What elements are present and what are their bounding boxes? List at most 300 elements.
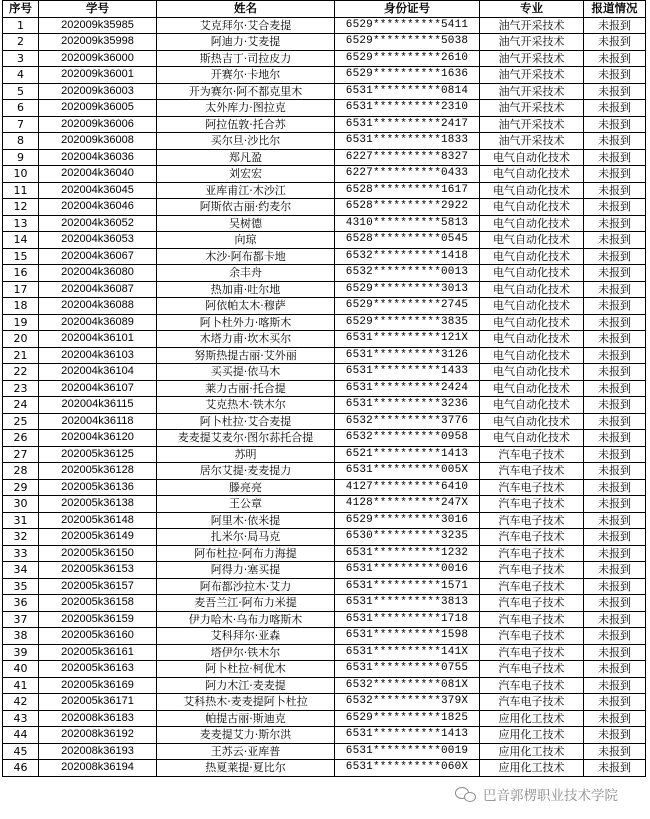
row-index-cell: 3 [3,50,39,67]
table-row [3,710,646,727]
table-row [3,529,646,546]
student-id-cell: 202008k36194 [39,760,157,777]
student-name-cell: 苏明 [157,446,335,463]
student-name-cell: 麦麦提艾力·斯尔洪 [157,727,335,744]
report-status-cell: 未报到 [584,281,646,298]
row-index-cell: 17 [3,281,39,298]
report-status-cell: 未报到 [584,34,646,51]
report-status-cell: 未报到 [584,710,646,727]
header-index: 序号 [3,1,39,18]
student-id-cell: 202005k36161 [39,644,157,661]
table-row [3,50,646,67]
id-number-cell: 6529**********2745 [335,298,480,315]
student-id-cell: 202005k36157 [39,578,157,595]
row-index-cell: 5 [3,83,39,100]
id-number-cell: 6531**********141X [335,644,480,661]
student-name-cell: 阿卜杜拉·柯优木 [157,661,335,678]
id-number-cell: 6532**********081X [335,677,480,694]
table-row [3,364,646,381]
major-cell: 电气自动化技术 [480,182,584,199]
row-index-cell: 27 [3,446,39,463]
id-number-cell: 6532**********1418 [335,248,480,265]
report-status-cell: 未报到 [584,430,646,447]
major-cell: 汽车电子技术 [480,496,584,513]
student-name-cell: 王公章 [157,496,335,513]
student-name-cell: 阿得力·塞买提 [157,562,335,579]
student-name-cell: 吴树德 [157,215,335,232]
report-status-cell: 未报到 [584,67,646,84]
student-name-cell: 麦吾兰江·阿布力米提 [157,595,335,612]
table-row [3,380,646,397]
id-number-cell: 6531**********3126 [335,347,480,364]
student-name-cell: 麦麦提艾麦尔·图尔荪托合提 [157,430,335,447]
report-status-cell: 未报到 [584,83,646,100]
table-row [3,760,646,777]
report-status-cell: 未报到 [584,314,646,331]
report-status-cell: 未报到 [584,397,646,414]
header-major: 专业 [480,1,584,18]
id-number-cell: 6528**********0545 [335,232,480,249]
table-row [3,397,646,414]
report-status-cell: 未报到 [584,496,646,513]
table-row [3,446,646,463]
student-name-cell: 努斯热提古丽·艾外丽 [157,347,335,364]
major-cell: 电气自动化技术 [480,166,584,183]
table-row [3,595,646,612]
id-number-cell: 6531**********2424 [335,380,480,397]
row-index-cell: 33 [3,545,39,562]
row-index-cell: 11 [3,182,39,199]
major-cell: 电气自动化技术 [480,364,584,381]
report-status-cell: 未报到 [584,562,646,579]
table-row [3,661,646,678]
id-number-cell: 6530**********3235 [335,529,480,546]
id-number-cell: 6531**********060X [335,760,480,777]
row-index-cell: 1 [3,17,39,34]
id-number-cell: 6529**********5038 [335,34,480,51]
table-row [3,479,646,496]
student-id-cell: 202008k36183 [39,710,157,727]
id-number-cell: 6531**********1598 [335,628,480,645]
id-number-cell: 6521**********1413 [335,446,480,463]
id-number-cell: 6529**********1825 [335,710,480,727]
table-row [3,149,646,166]
student-name-cell: 阿卜杜外力·喀斯木 [157,314,335,331]
id-number-cell: 6531**********1413 [335,727,480,744]
report-status-cell: 未报到 [584,644,646,661]
id-number-cell: 6529**********1636 [335,67,480,84]
major-cell: 油气开采技术 [480,100,584,117]
student-name-cell: 斯热吉丁·司拉皮力 [157,50,335,67]
report-status-cell: 未报到 [584,595,646,612]
id-number-cell: 6531**********005X [335,463,480,480]
table-header-row [3,1,646,18]
major-cell: 电气自动化技术 [480,397,584,414]
table-row [3,232,646,249]
major-cell: 汽车电子技术 [480,562,584,579]
student-name-cell: 阿依帕太木·穆萨 [157,298,335,315]
row-index-cell: 44 [3,727,39,744]
id-number-cell: 6532**********0013 [335,265,480,282]
row-index-cell: 21 [3,347,39,364]
student-id-cell: 202005k36125 [39,446,157,463]
student-id-cell: 202009k36003 [39,83,157,100]
id-number-cell: 6529**********5411 [335,17,480,34]
row-index-cell: 45 [3,743,39,760]
row-index-cell: 2 [3,34,39,51]
major-cell: 电气自动化技术 [480,232,584,249]
table-row [3,298,646,315]
table-row [3,248,646,265]
student-id-cell: 202004k36053 [39,232,157,249]
report-status-cell: 未报到 [584,380,646,397]
id-number-cell: 6531**********1232 [335,545,480,562]
student-id-cell: 202005k36148 [39,512,157,529]
row-index-cell: 15 [3,248,39,265]
id-number-cell: 6532**********0958 [335,430,480,447]
table-row [3,463,646,480]
id-number-cell: 6531**********0755 [335,661,480,678]
student-name-cell: 热夏莱提·夏比尔 [157,760,335,777]
report-status-cell: 未报到 [584,50,646,67]
table-row [3,545,646,562]
table-row [3,628,646,645]
major-cell: 油气开采技术 [480,83,584,100]
major-cell: 油气开采技术 [480,133,584,150]
student-name-cell: 艾科热木·麦麦提阿卜杜拉 [157,694,335,711]
major-cell: 汽车电子技术 [480,644,584,661]
student-id-cell: 202005k36158 [39,595,157,612]
wechat-icon [455,786,477,802]
student-name-cell: 亚库甫江·木沙江 [157,182,335,199]
student-name-cell: 阿力木江·麦麦提 [157,677,335,694]
major-cell: 应用化工技术 [480,727,584,744]
student-id-cell: 202005k36171 [39,694,157,711]
major-cell: 汽车电子技术 [480,512,584,529]
student-name-cell: 滕亮亮 [157,479,335,496]
major-cell: 汽车电子技术 [480,611,584,628]
major-cell: 汽车电子技术 [480,463,584,480]
table-row [3,331,646,348]
student-name-cell: 阿拉伍敦·托合苏 [157,116,335,133]
major-cell: 汽车电子技术 [480,595,584,612]
major-cell: 电气自动化技术 [480,331,584,348]
student-id-cell: 202004k36036 [39,149,157,166]
major-cell: 汽车电子技术 [480,578,584,595]
major-cell: 汽车电子技术 [480,479,584,496]
report-status-cell: 未报到 [584,182,646,199]
report-status-cell: 未报到 [584,677,646,694]
student-name-cell: 阿迪力·艾麦提 [157,34,335,51]
student-id-cell: 202004k36045 [39,182,157,199]
id-number-cell: 6531**********0019 [335,743,480,760]
table-row [3,430,646,447]
id-number-cell: 6531**********3813 [335,595,480,612]
row-index-cell: 10 [3,166,39,183]
major-cell: 电气自动化技术 [480,347,584,364]
report-status-cell: 未报到 [584,298,646,315]
student-name-cell: 木塔力甫·坎木买尔 [157,331,335,348]
report-status-cell: 未报到 [584,760,646,777]
major-cell: 电气自动化技术 [480,248,584,265]
report-status-cell: 未报到 [584,149,646,166]
id-number-cell: 6531**********2417 [335,116,480,133]
student-name-cell: 艾科拜尔·亚森 [157,628,335,645]
report-status-cell: 未报到 [584,347,646,364]
major-cell: 电气自动化技术 [480,265,584,282]
row-index-cell: 28 [3,463,39,480]
student-id-cell: 202004k36052 [39,215,157,232]
student-name-cell: 买尔旦·沙比尔 [157,133,335,150]
student-id-cell: 202009k36000 [39,50,157,67]
table-row [3,182,646,199]
id-number-cell: 6227**********8327 [335,149,480,166]
major-cell: 汽车电子技术 [480,529,584,546]
row-index-cell: 8 [3,133,39,150]
student-name-cell: 阿布杜拉·阿布力海提 [157,545,335,562]
id-number-cell: 6531**********3236 [335,397,480,414]
student-id-cell: 202004k36080 [39,265,157,282]
row-index-cell: 41 [3,677,39,694]
row-index-cell: 7 [3,116,39,133]
report-status-cell: 未报到 [584,331,646,348]
report-status-cell: 未报到 [584,463,646,480]
major-cell: 电气自动化技术 [480,413,584,430]
student-id-cell: 202004k36104 [39,364,157,381]
student-id-cell: 202005k36136 [39,479,157,496]
table-row [3,694,646,711]
student-id-cell: 202009k35985 [39,17,157,34]
id-number-cell: 4128**********247X [335,496,480,513]
student-name-cell: 居尔艾提·麦麦提力 [157,463,335,480]
id-number-cell: 6531**********1718 [335,611,480,628]
major-cell: 油气开采技术 [480,17,584,34]
table-row [3,133,646,150]
student-name-cell: 热加甫·吐尔地 [157,281,335,298]
table-row [3,578,646,595]
table-row [3,215,646,232]
student-name-cell: 郑凡盈 [157,149,335,166]
id-number-cell: 6531**********1833 [335,133,480,150]
table-row [3,67,646,84]
row-index-cell: 12 [3,199,39,216]
id-number-cell: 6529**********3016 [335,512,480,529]
table-row [3,199,646,216]
id-number-cell: 6532**********3776 [335,413,480,430]
watermark-text: 巴音郭楞职业技术学院 [483,788,618,804]
student-id-cell: 202009k36006 [39,116,157,133]
major-cell: 电气自动化技术 [480,215,584,232]
id-number-cell: 6531**********0814 [335,83,480,100]
student-id-cell: 202008k36192 [39,727,157,744]
student-id-cell: 202004k36087 [39,281,157,298]
student-id-cell: 202005k36160 [39,628,157,645]
major-cell: 应用化工技术 [480,710,584,727]
header-report-status: 报道情况 [584,1,646,18]
student-name-cell: 阿里木·依米提 [157,512,335,529]
report-status-cell: 未报到 [584,133,646,150]
major-cell: 汽车电子技术 [480,694,584,711]
student-id-cell: 202005k36153 [39,562,157,579]
row-index-cell: 20 [3,331,39,348]
table-row [3,265,646,282]
report-status-cell: 未报到 [584,166,646,183]
student-name-cell: 艾克拜尔·艾合麦提 [157,17,335,34]
id-number-cell: 6528**********2922 [335,199,480,216]
student-name-cell: 扎米尔·局马克 [157,529,335,546]
report-status-cell: 未报到 [584,232,646,249]
report-status-cell: 未报到 [584,413,646,430]
table-row [3,496,646,513]
row-index-cell: 25 [3,413,39,430]
major-cell: 油气开采技术 [480,34,584,51]
row-index-cell: 32 [3,529,39,546]
table-row [3,644,646,661]
id-number-cell: 4127**********6410 [335,479,480,496]
student-id-cell: 202004k36103 [39,347,157,364]
row-index-cell: 14 [3,232,39,249]
table-row [3,347,646,364]
major-cell: 汽车电子技术 [480,677,584,694]
table-row [3,116,646,133]
row-index-cell: 26 [3,430,39,447]
row-index-cell: 37 [3,611,39,628]
report-status-cell: 未报到 [584,727,646,744]
student-id-cell: 202004k36067 [39,248,157,265]
row-index-cell: 4 [3,67,39,84]
row-index-cell: 13 [3,215,39,232]
id-number-cell: 6529**********3013 [335,281,480,298]
student-name-cell: 塔伊尔·铁木尔 [157,644,335,661]
row-index-cell: 40 [3,661,39,678]
student-name-cell: 阿布都沙拉木·艾力 [157,578,335,595]
report-status-cell: 未报到 [584,215,646,232]
report-status-cell: 未报到 [584,512,646,529]
student-name-cell: 伊力哈木·乌布力喀斯木 [157,611,335,628]
report-status-cell: 未报到 [584,17,646,34]
student-id-cell: 202004k36088 [39,298,157,315]
table-row [3,512,646,529]
row-index-cell: 18 [3,298,39,315]
table-row [3,611,646,628]
table-row [3,34,646,51]
major-cell: 应用化工技术 [480,743,584,760]
student-name-cell: 向琼 [157,232,335,249]
header-name: 姓名 [157,1,335,18]
id-number-cell: 6531**********2310 [335,100,480,117]
id-number-cell: 6531**********1433 [335,364,480,381]
major-cell: 电气自动化技术 [480,380,584,397]
header-student-id: 学号 [39,1,157,18]
report-status-cell: 未报到 [584,694,646,711]
student-name-cell: 开赛尔·卡地尔 [157,67,335,84]
student-id-cell: 202005k36150 [39,545,157,562]
table-row [3,100,646,117]
student-name-cell: 刘宏宏 [157,166,335,183]
id-number-cell: 6528**********1617 [335,182,480,199]
student-id-cell: 202009k36008 [39,133,157,150]
report-status-cell: 未报到 [584,578,646,595]
table-row [3,166,646,183]
table-row [3,562,646,579]
student-id-cell: 202004k36046 [39,199,157,216]
student-name-cell: 王苏云·亚库普 [157,743,335,760]
student-name-cell: 太外库力·图拉克 [157,100,335,117]
student-id-cell: 202004k36115 [39,397,157,414]
table-row [3,413,646,430]
row-index-cell: 42 [3,694,39,711]
id-number-cell: 6529**********3835 [335,314,480,331]
major-cell: 电气自动化技术 [480,281,584,298]
major-cell: 应用化工技术 [480,760,584,777]
table-row [3,83,646,100]
student-id-cell: 202004k36101 [39,331,157,348]
major-cell: 电气自动化技术 [480,430,584,447]
report-status-cell: 未报到 [584,100,646,117]
student-id-cell: 202004k36089 [39,314,157,331]
student-name-cell: 余丰舟 [157,265,335,282]
major-cell: 汽车电子技术 [480,446,584,463]
report-status-cell: 未报到 [584,446,646,463]
student-id-cell: 202009k36001 [39,67,157,84]
major-cell: 汽车电子技术 [480,661,584,678]
report-status-cell: 未报到 [584,545,646,562]
row-index-cell: 38 [3,628,39,645]
student-name-cell: 帕提古丽·斯迪克 [157,710,335,727]
row-index-cell: 24 [3,397,39,414]
student-name-cell: 阿卜杜拉·艾合麦提 [157,413,335,430]
student-id-cell: 202009k36005 [39,100,157,117]
row-index-cell: 35 [3,578,39,595]
row-index-cell: 6 [3,100,39,117]
row-index-cell: 39 [3,644,39,661]
student-roster-table [2,0,646,777]
report-status-cell: 未报到 [584,116,646,133]
report-status-cell: 未报到 [584,364,646,381]
report-status-cell: 未报到 [584,199,646,216]
table-row [3,281,646,298]
report-status-cell: 未报到 [584,661,646,678]
row-index-cell: 29 [3,479,39,496]
major-cell: 油气开采技术 [480,50,584,67]
id-number-cell: 6529**********2610 [335,50,480,67]
row-index-cell: 36 [3,595,39,612]
student-name-cell: 开为赛尔·阿不都克里木 [157,83,335,100]
student-name-cell: 买买提·依马木 [157,364,335,381]
report-status-cell: 未报到 [584,265,646,282]
student-id-cell: 202004k36118 [39,413,157,430]
id-number-cell: 4310**********5813 [335,215,480,232]
student-name-cell: 莱力古丽·托合提 [157,380,335,397]
student-id-cell: 202005k36128 [39,463,157,480]
row-index-cell: 30 [3,496,39,513]
major-cell: 汽车电子技术 [480,545,584,562]
student-id-cell: 202009k35998 [39,34,157,51]
student-id-cell: 202004k36120 [39,430,157,447]
id-number-cell: 6531**********121X [335,331,480,348]
report-status-cell: 未报到 [584,479,646,496]
student-id-cell: 202005k36149 [39,529,157,546]
report-status-cell: 未报到 [584,611,646,628]
major-cell: 电气自动化技术 [480,149,584,166]
major-cell: 油气开采技术 [480,116,584,133]
row-index-cell: 23 [3,380,39,397]
major-cell: 电气自动化技术 [480,314,584,331]
student-name-cell: 木沙·阿布都卡地 [157,248,335,265]
id-number-cell: 6531**********1571 [335,578,480,595]
student-id-cell: 202005k36138 [39,496,157,513]
student-id-cell: 202004k36040 [39,166,157,183]
